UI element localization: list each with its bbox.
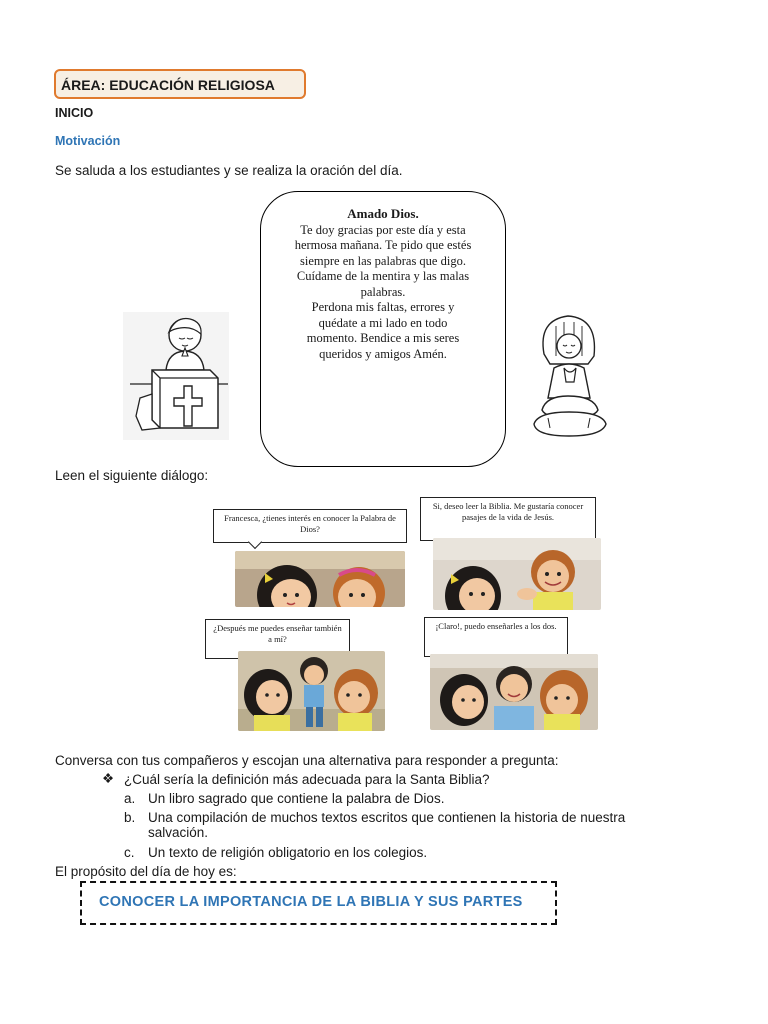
comic-panel-4 <box>430 654 598 730</box>
prayer-line: quédate a mi lado en todo <box>318 315 448 330</box>
praying-girl-illustration <box>528 312 610 440</box>
intro-text: Se saluda a los estudiantes y se realiza la oración del día. <box>55 163 403 178</box>
area-label: ÁREA: EDUCACIÓN RELIGIOSA <box>61 77 275 93</box>
bubble-text: Si, deseo leer la Biblia. Me gustaría conocer pasajes de la vida de Jesús. <box>432 501 584 522</box>
prayer-line: momento. Bendice a mis seres <box>306 331 460 345</box>
bubble-tail <box>248 535 262 549</box>
prayer-line: Te doy gracias por este día y esta <box>300 222 466 237</box>
speech-bubble-2 <box>420 497 596 541</box>
bubble-text: Francesca, ¿tienes interés en conocer la Palabra de Dios? <box>224 513 396 534</box>
dialogue-intro: Leen el siguiente diálogo: <box>55 468 209 483</box>
prayer-line: Perdona mis faltas, errores y <box>311 300 455 314</box>
bubble-text: ¿Después me puedes enseñar también a mí? <box>213 623 342 644</box>
prayer-line: Cuídame de la mentira y las malas <box>296 269 470 283</box>
prayer-line: palabras. <box>360 284 406 299</box>
speech-bubble-4 <box>424 617 568 657</box>
praying-boy-illustration <box>120 308 232 443</box>
bubble-text: ¡Claro!, puedo enseñarles a los dos. <box>435 621 557 631</box>
option-letter: b. <box>124 810 136 825</box>
purpose-intro: El propósito del día de hoy es: <box>55 864 237 879</box>
prayer-line: siempre en las palabras que digo. <box>300 253 466 268</box>
area-box <box>54 69 306 99</box>
option-letter: a. <box>124 791 136 806</box>
question-bullet-icon: ❖ <box>102 771 115 786</box>
comic-panel-2 <box>433 538 601 610</box>
option-letter: c. <box>124 845 135 860</box>
purpose-box <box>80 881 557 925</box>
comic-panel-3 <box>238 651 385 731</box>
prayer-box <box>260 191 506 467</box>
option-a-text: Un libro sagrado que contiene la palabra de Dios. <box>148 791 445 806</box>
prayer-line: queridos y amigos Amén. <box>319 346 447 361</box>
comic-panel-1 <box>235 551 405 607</box>
subsection-heading: Motivación <box>55 134 121 148</box>
speech-bubble-1 <box>213 509 407 543</box>
question-text: ¿Cuál sería la definición más adecuada para la Santa Biblia? <box>124 772 490 787</box>
option-c-text: Un texto de religión obligatorio en los colegios. <box>148 845 428 860</box>
section-heading: INICIO <box>55 106 94 120</box>
question-intro: Conversa con tus compañeros y escojan una alternativa para responder a pregunta: <box>55 753 559 768</box>
option-b-text-line1: Una compilación de muchos textos escritos que contienen la historia de nuestra <box>148 810 626 825</box>
option-b-text-line2: salvación. <box>148 825 209 840</box>
prayer-line: hermosa mañana. Te pido que estés <box>294 238 472 252</box>
prayer-title: Amado Dios. <box>347 206 419 221</box>
purpose-text: CONOCER LA IMPORTANCIA DE LA BIBLIA Y SUS PARTES <box>99 894 523 910</box>
